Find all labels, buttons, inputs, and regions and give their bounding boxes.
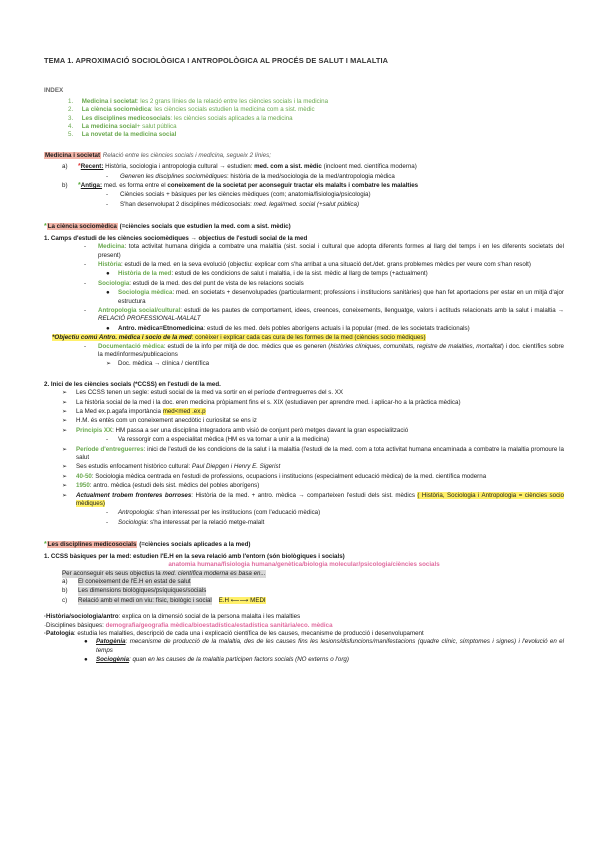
section-medicina-societat-heading: Medicina i societat Relació entre les ciències socials i medicina, segueix 2 línies; [45, 151, 271, 159]
document-title: TEMA 1. APROXIMACIÓ SOCIOLÒGICA I ANTROPOLÒGICA AL PROCÉS DE SALUT I MALALTIA [44, 56, 389, 65]
section-ciencia-sociomedica-heading: *La ciència sociomèdica (=ciències socials que estudien la med. com a sist. mèdic) [44, 223, 291, 231]
list-item: ➢ Les CCSS tenen un segle: estudi social de la med va sortir en el període d'entreguerres del s. XX [62, 389, 344, 397]
index-item: 4. La medicina social+ salut pública [68, 123, 177, 131]
bullet-dot-icon: * [44, 223, 47, 231]
list-item: - Sociologia: estudi de la med. des del punt de vista de les relacions socials [84, 279, 304, 287]
index-item: 1. Medicina i societat: les 2 grans línies de la relació entre les ciències socials i la medicina [68, 97, 329, 105]
list-item: ● Patogènia: mecanisme de producció de la malaltia, des de les causes fins les lesions/disfuncions/manifestacions (quadre clínic, símptomes i signes) i l'evolució en el temps [84, 638, 564, 654]
index-list [44, 98, 564, 140]
paragraph: ·Disciplines bàsiques: demografia/geografia mèdica/bioestadística/estadística sanitària/eco. mèdica [44, 621, 333, 629]
paragraph: ·Patologia: estudia les malalties, descripció de cada una i explicació científica de les causes, mecanisme de producció i desenvolupament [44, 629, 424, 637]
list-item: ➢ Principis XX: HM passa a ser una disciplina integradora amb visió de conjunt però metges davant la gran especialització [62, 426, 409, 434]
list-item: ● Història de la med: estudi de les condicions de salut i malaltia, i de la sist. mèdic al llarg de temps (+actualment) [106, 270, 428, 278]
list-item: - Sociologia: s'ha interessat per la relació metge-malalt [106, 518, 265, 526]
bullet-dot-icon: * [44, 541, 47, 549]
objectiu-comu-note: *Objectiu comú Antro. mèdica i socio de la med: conèixer i explicar cada cas cura de les formes de la med (ciències socio mèdiques) [52, 334, 426, 342]
list-item: b) Les dimensions biològiques/psíquiques/socials [62, 587, 207, 595]
list-item: c) Relació amb el medi on viu: físic, biològic i social E.H ⟵⟶ MEDI [62, 596, 266, 604]
list-item: ➢ La Med ex.p.agafa importància med<med .ex.p [62, 408, 206, 415]
list-item: - Va ressorgir com a especialitat mèdica (HM es va tornar a unir a la medicina) [106, 436, 330, 444]
list-item: ➢ Període d'entreguerres: inici de l'estudi de les condicions de la salut i la malaltia (l'estudi de la med. com a tota activitat humana encaminada a combatre la malaltia promoure la salut [62, 445, 564, 462]
list-item: ● Sociologia mèdica: med. en societats + desenvolupades (particularment; professions i institucions sanitàries) que han fet aportacions per estar en un mitjà d'ajor estructura [106, 289, 564, 305]
list-item: ➢ Actualment trobem fronteres borroses: Història de la med. + antro. mèdica → comparteixen l'estudi dels sist. mèdics ( Història, Sociologia i Antropologia = ciències socio mèdiques) [62, 491, 564, 508]
list-item: ➢ Doc. mèdica → clínica / científica [106, 360, 210, 368]
list-item: a) El coneixement de l'E.H en estat de salut [62, 577, 191, 585]
pink-highlight-line: anatomia humana/fisiologia humana/genètica/biologia molecular/psicologia/ciències socials [168, 561, 440, 569]
index-item: 5. La novetat de la medicina social [68, 131, 177, 139]
list-item: - S'han desenvolupat 2 disciplines médicosocials: med. legal/med. social (+salut pública) [106, 200, 360, 208]
list-item: ➢ Ses estudis enfocament històrico cultural: Paul Diepgen i Henry E. Sigerist [62, 463, 281, 471]
list-item: a) *Recent: Història, sociologia i antropologia cultural → estudien: med. com a sist. mèdic (incloent med. científica moderna) [62, 163, 417, 171]
list-item: ➢ La història social de la med i la doc. eren medicina pròpiament fins el s. XIX (estudiaven per aprendre med. i aplicar-ho a la pràctica mèdica) [62, 398, 461, 406]
bullet-dot-icon: * [78, 182, 81, 190]
paragraph: ·Història/sociologia/antro: explica on la dimensió social de la persona malalta i les malalties [44, 613, 301, 621]
index-item: 2. La ciència sociomèdica: les ciències socials estudien la medicina com a sist. mèdic [68, 106, 315, 114]
list-item: - Medicina: tota activitat humana dirigida a combatre una malaltia (sist. social i cultural que adopta diferents formes al llarg del temps i en les diferents societats del present) [84, 243, 564, 259]
list-item: - Antropologia: s'han interessat per les institucions (com l'educació mèdica) [106, 509, 321, 517]
subsection-heading: 1. Camps d'estudi de les ciències sociomèdiques → objectius de l'estudi social de la med [44, 234, 308, 242]
subsection-heading: 2. Inici de les ciències socials (*CCSS) en l'estudi de la med. [44, 380, 221, 388]
list-item: - Documentació mèdica: estudi de la info per mitjà de doc. mèdics que es generen (històries clíniques, comunitats, registre de malalties, mortalitat) i doc. científics sobre la med/informes/publicacions [84, 342, 565, 358]
section-disciplines-medicosocials-heading: *Les disciplines medicosocials (=ciències socials aplicades a la med) [44, 541, 251, 549]
index-item: 3. Les disciplines medicosocials: les ciències socials aplicades a la medicina [68, 114, 293, 122]
list-item: ● Sociogènia: quan en les causes de la malaltia participen factors socials (NO externs o l'org) [84, 656, 349, 664]
list-item: - Antropologia social/cultural: estudi de les pautes de comportament, idees, creences, coneixements, llenguatge, valors i actituds relacionats amb la salut i malaltia → RELACIÓ PROFESSIONAL-MALALT [84, 306, 564, 323]
list-item: - Generen les disciplines sociomèdiques: història de la med/sociologia de la med/antropologia mèdica [106, 172, 395, 180]
list-item: b) *Antiga: med. es forma entre el coneixement de la societat per aconseguir tractar els malalts i combatre les malalties [62, 182, 419, 190]
list-item: ● Antro. mèdica=Etnomedicina: estudi de les med. dels pobles aborígens actuals i la popular (med. de les societats tradicionals) [106, 324, 470, 332]
list-item: - Ciències socials + bàsiques per les ciències mèdiques (com; anatomia/fisiologia/psicologia) [106, 191, 371, 199]
list-item: - Història: estudi de la med. en la seva evolució (objectiu: explicar com s'ha arribat a una situació det./det. grans problemes mèdics per veure com s'han resolt) [84, 260, 531, 268]
list-item: ➢ 1950: antro. mèdica (estudi dels sist. mèdics del pobles aborígens) [62, 482, 260, 490]
index-heading: INDEX [44, 87, 64, 95]
subsection-heading: 1. CCSS bàsiques per la med: estudien l'E.H en la seva relació amb l'entorn (són biològiques i socials) [44, 552, 345, 560]
bullet-dot-icon: * [78, 163, 81, 171]
list-item: ➢ 40-50: Sociologia mèdica centrada en l'estudi de professions, ocupacions i institucions (especialment educació mèdica) de la med. científica moderna [62, 472, 487, 480]
grey-box-line: Per aconseguir els seus objectius la med. científica moderna es basa en... [62, 569, 266, 577]
list-item: ➢ H.M. és entès com un coneixement anecdòtic i curiositat se ens iz [62, 417, 257, 425]
